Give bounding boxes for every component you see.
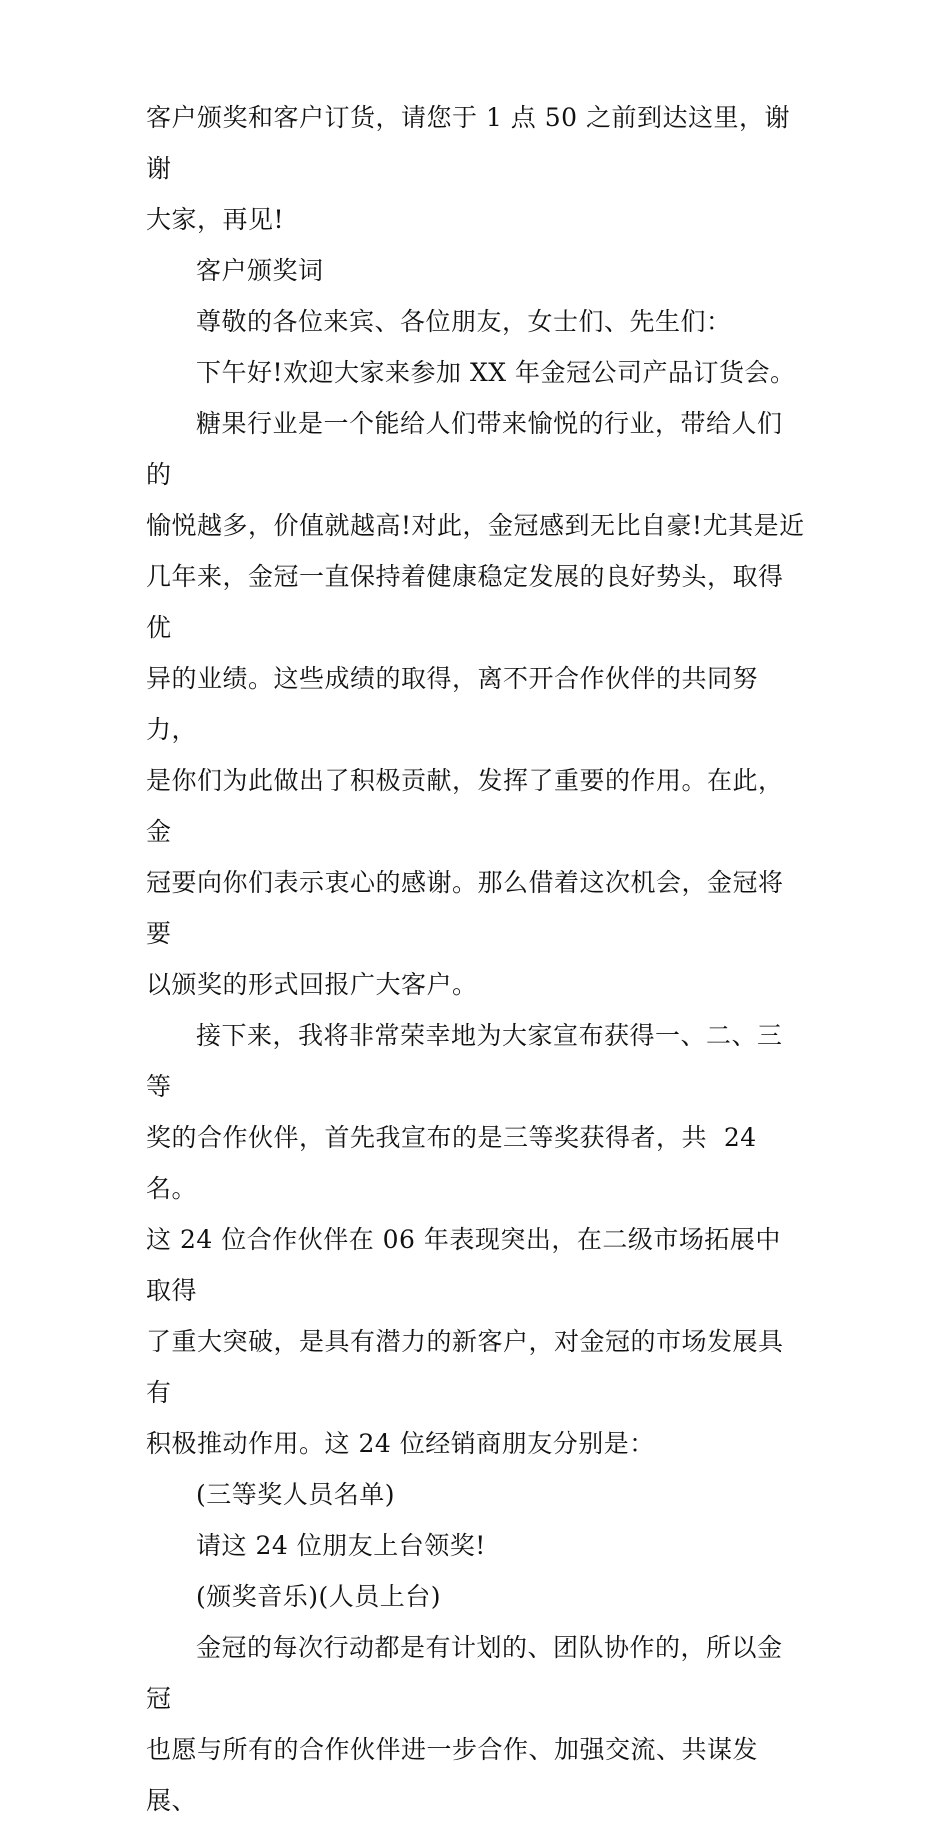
paragraph <box>146 347 806 398</box>
text-line: 这 24 位合作伙伴在 06 年表现突出，在二级市场拓展中取得 <box>146 1225 781 1305</box>
text-line: 接下来，我将非常荣幸地为大家宣布获得一、二、三等 <box>146 1021 783 1101</box>
text-line: 金冠的每次行动都是有计划的、团队协作的，所以金冠 <box>146 1633 783 1713</box>
paragraph <box>146 398 806 1010</box>
text-line: 异的业绩。这些成绩的取得，离不开合作伙伴的共同努力， <box>146 664 759 744</box>
paragraph <box>146 1469 806 1520</box>
text-line: 奖的合作伙伴，首先我宣布的是三等奖获得者，共 24 名。 <box>146 1123 774 1203</box>
paragraph <box>146 92 806 245</box>
document-body <box>146 92 806 1826</box>
text-line: 了重大突破，是具有潜力的新客户，对金冠的市场发展具有 <box>146 1327 784 1407</box>
text-line: 愉悦越多，价值就越高!对此，金冠感到无比自豪!尤其是近 <box>146 511 805 540</box>
text-line: 冠要向你们表示衷心的感谢。那么借着这次机会，金冠将要 <box>146 868 784 948</box>
paragraph <box>146 1622 806 1826</box>
text-line: 客户颁奖词 <box>196 256 324 285</box>
text-line: 糖果行业是一个能给人们带来愉悦的行业，带给人们的 <box>146 409 783 489</box>
text-line: 积极推动作用。这 24 位经销商朋友分别是： <box>146 1429 655 1458</box>
text-line: 是你们为此做出了积极贡献，发挥了重要的作用。在此，金 <box>146 766 784 846</box>
text-line: 尊敬的各位来宾、各位朋友，女士们、先生们： <box>196 307 732 336</box>
text-line: 客户颁奖和客户订货，请您于 1 点 50 之前到达这里，谢谢 <box>146 103 791 183</box>
text-line: 以颁奖的形式回报广大客户。 <box>146 970 478 999</box>
text-line: 请这 24 位朋友上台领奖! <box>196 1531 486 1560</box>
text-line: 大家，再见! <box>146 205 285 234</box>
paragraph <box>146 1571 806 1622</box>
paragraph <box>146 1520 806 1571</box>
text-line: (颁奖音乐)(人员上台) <box>196 1582 442 1611</box>
text-line: 也愿与所有的合作伙伴进一步合作、加强交流、共谋发展、 <box>146 1735 759 1815</box>
paragraph <box>146 1010 806 1469</box>
section-title <box>146 245 806 296</box>
salutation <box>146 296 806 347</box>
text-line: 几年来，金冠一直保持着健康稳定发展的良好势头，取得优 <box>146 562 784 642</box>
text-line: (三等奖人员名单) <box>196 1480 396 1509</box>
text-line: 下午好!欢迎大家来参加 XX 年金冠公司产品订货会。 <box>196 358 796 387</box>
